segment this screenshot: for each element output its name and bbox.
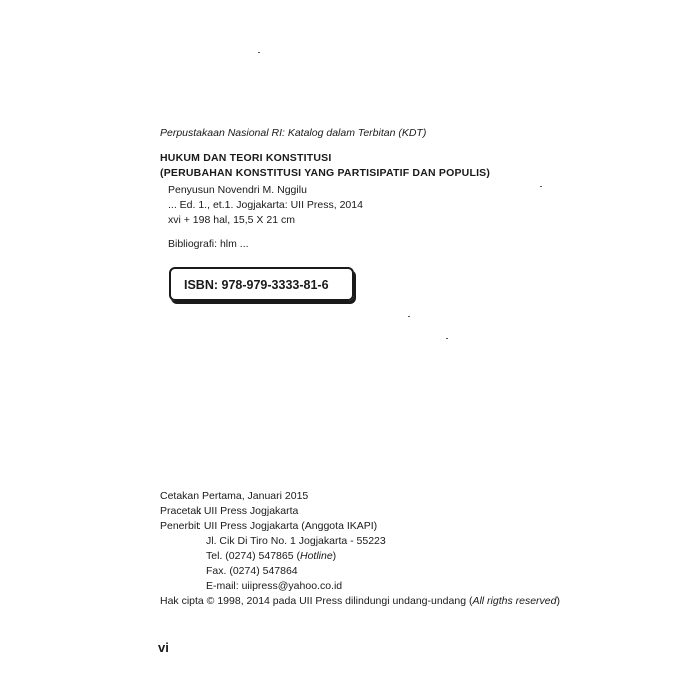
printer-value: : UII Press Jogjakarta bbox=[198, 505, 299, 517]
publisher-fax: Fax. (0274) 547864 bbox=[206, 565, 298, 577]
copyright-prefix: Hak cipta © 1998, 2014 pada UII Press dilindungi undang-undang ( bbox=[160, 595, 473, 607]
book-subtitle: (PERUBAHAN KONSTITUSI YANG PARTISIPATIF DAN POPULIS) bbox=[160, 167, 491, 179]
isbn-number: ISBN: 978-979-3333-81-6 bbox=[184, 278, 329, 292]
pages-line: xvi + 198 hal, 15,5 X 21 cm bbox=[168, 214, 295, 226]
publisher-label: Penerbit bbox=[160, 520, 200, 532]
isbn-box bbox=[169, 267, 354, 301]
speck bbox=[258, 52, 260, 53]
tel-hotline: Hotline bbox=[299, 550, 333, 562]
catalog-header: Perpustakaan Nasional RI: Katalog dalam Terbitan (KDT) bbox=[160, 127, 427, 139]
copyright-notice bbox=[160, 595, 560, 608]
publisher-address: Jl. Cik Di Tiro No. 1 Jogjakarta - 55223 bbox=[206, 535, 386, 547]
speck bbox=[408, 316, 410, 317]
speck bbox=[446, 338, 448, 339]
book-title: HUKUM DAN TEORI KONSTITUSI bbox=[160, 152, 332, 164]
bibliography-line: Bibliografi: hlm ... bbox=[168, 238, 249, 250]
publisher-value: : UII Press Jogjakarta (Anggota IKAPI) bbox=[198, 520, 378, 532]
page-number: vi bbox=[158, 640, 169, 655]
tel-prefix: Tel. (0274) 547865 ( bbox=[206, 550, 300, 562]
author-line: Penyusun Novendri M. Nggilu bbox=[168, 184, 307, 196]
edition-line: ... Ed. 1., et.1. Jogjakarta: UII Press, 2014 bbox=[168, 199, 363, 211]
copyright-suffix: ) bbox=[556, 595, 560, 607]
publisher-email: E-mail: uiipress@yahoo.co.id bbox=[206, 580, 343, 592]
speck bbox=[540, 186, 542, 187]
printer-label: Pracetak bbox=[160, 505, 202, 517]
copyright-rights: All rigths reserved bbox=[472, 595, 557, 607]
first-printing: Cetakan Pertama, Januari 2015 bbox=[160, 490, 309, 502]
publisher-telephone bbox=[206, 550, 336, 563]
tel-suffix: ) bbox=[332, 550, 337, 562]
